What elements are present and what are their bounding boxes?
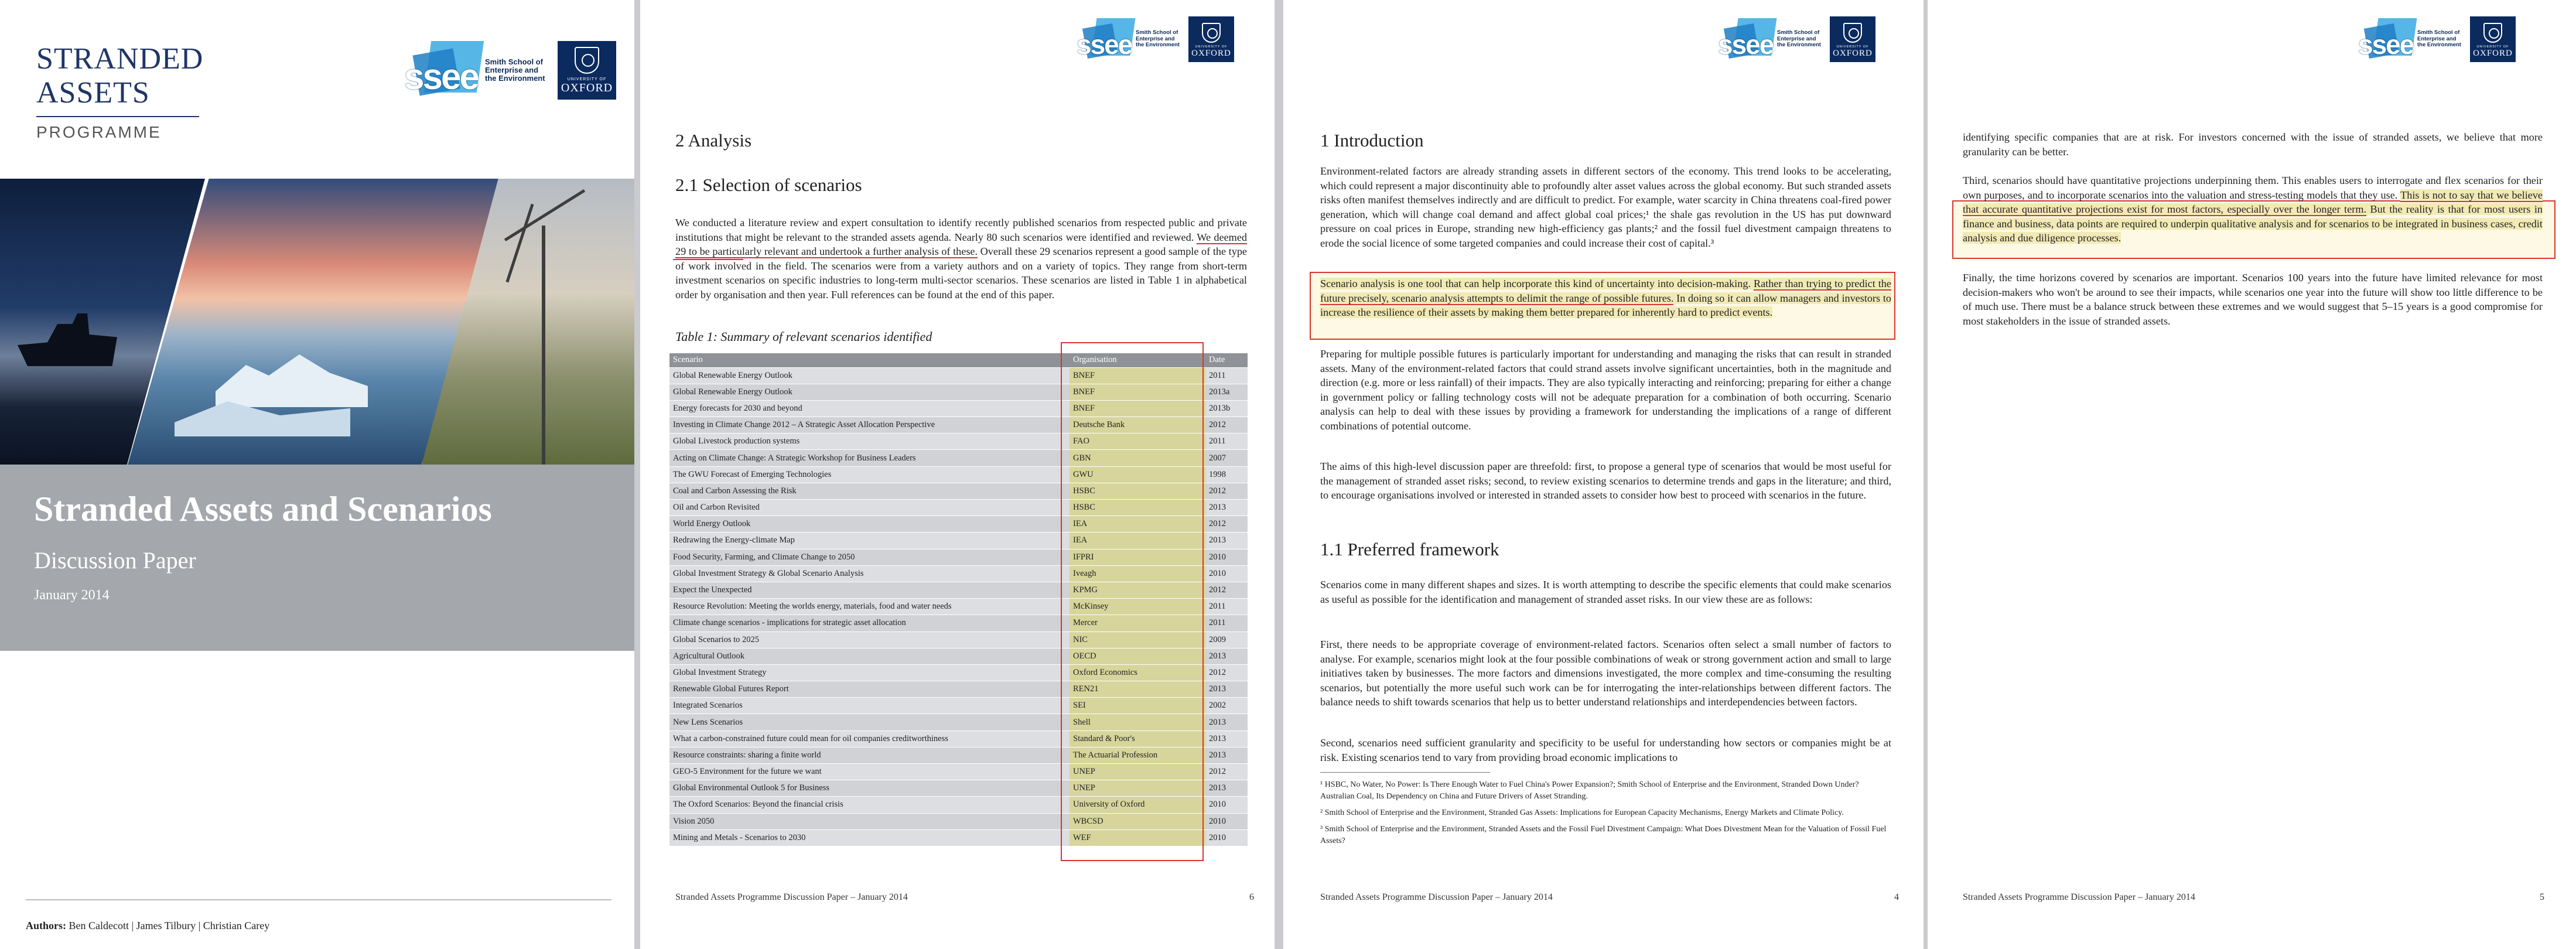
cell-organisation: BNEF: [1070, 400, 1205, 417]
smith-school-name: Smith School of Enterprise and the Environment: [485, 57, 545, 83]
cell-scenario: Vision 2050: [669, 813, 1070, 829]
cell-date: 2007: [1205, 450, 1248, 466]
cell-scenario: Oil and Carbon Revisited: [669, 500, 1070, 516]
cell-date: 2012: [1205, 417, 1248, 433]
intro-paragraph-1: Environment-related factors are already stranding assets in different sectors of the economy. This trend looks to be accelerating, which could represent a major discontinuity able to profoundly alter asset values across the global economy. But such stranded assets risks often manifest themselves indirectly and are difficult to predict. For example, water scarcity in China threatens coal-fired power generation, which will change coal demand and affect global coal prices;¹ the shale gas revolution in the US has put downward pressure on coal prices in Europe, stranding new high-efficiency gas plants;² and the fossil fuel divestment campaign threatens to erode the social licence of some targeted companies and could increase their cost of capital.³: [1320, 165, 1891, 249]
cell-scenario: Energy forecasts for 2030 and beyond: [669, 400, 1070, 417]
cell-scenario: Renewable Global Futures Report: [669, 681, 1070, 698]
framework-paragraph-3: Second, scenarios need sufficient granularity and specificity to be useful for understanding how sectors or companies might be at risk. Existing scenarios tend to vary from providing broad economic implications to: [1320, 737, 1891, 763]
cell-scenario: Redrawing the Energy-climate Map: [669, 532, 1070, 549]
page-footer: Stranded Assets Programme Discussion Paper – January 2014: [1320, 892, 1553, 902]
footnote-1: ¹ HSBC, No Water, No Power: Is There Enough Water to Fuel China's Power Expansion?; Smith School of Enterprise and the Environment, Stranded Down Under? Australian Coal, Its Dependency on China and Future Drivers of Asset Stranding.: [1320, 780, 1859, 801]
framework-paragraph-1: Scenarios come in many different shapes and sizes. It is worth attempting to describe the specific elements that could make scenarios as useful as possible for the identification and management of stranded asset risks. In our view these are as follows:: [1320, 579, 1891, 605]
cell-date: 2013: [1205, 730, 1248, 747]
cell-organisation: Deutsche Bank: [1070, 417, 1205, 433]
cell-scenario: Global Livestock production systems: [669, 433, 1070, 450]
section-heading: 2 Analysis: [675, 130, 752, 151]
cell-organisation: OECD: [1070, 648, 1205, 664]
authors-rule: [26, 899, 611, 900]
cell-date: 2009: [1205, 631, 1248, 648]
cell-organisation: Iveagh: [1070, 565, 1205, 582]
oxford-logo: UNIVERSITY OF OXFORD: [1830, 16, 1875, 62]
cell-organisation: WBCSD: [1070, 813, 1205, 829]
underlined-annotation: We deemed 29 to be particularly relevant and undertook a further analysis of these.: [675, 231, 1247, 258]
header-organisation: Organisation: [1070, 353, 1205, 367]
red-annotation-line: [673, 259, 743, 260]
cell-date: 2013: [1205, 714, 1248, 730]
cell-scenario: The GWU Forecast of Emerging Technologies: [669, 466, 1070, 483]
cell-date: 2010: [1205, 797, 1248, 813]
ssee-oxford-logo: [2358, 16, 2516, 62]
oxford-crest-icon: [1202, 23, 1221, 43]
smith-school-name: Smith School of Enterprise and the Environment: [2417, 29, 2461, 49]
cell-organisation: UNEP: [1070, 780, 1205, 797]
cell-organisation: IFPRI: [1070, 549, 1205, 565]
programme-subtitle: PROGRAMME: [36, 123, 162, 141]
cell-scenario: The Oxford Scenarios: Beyond the financial crisis: [669, 797, 1070, 813]
cell-organisation: BNEF: [1070, 367, 1205, 384]
ssee-oxford-logo: [1718, 16, 1875, 62]
cover-photo-triptych: [0, 179, 634, 465]
cell-scenario: Expect the Unexpected: [669, 582, 1070, 598]
cell-date: 2012: [1205, 664, 1248, 681]
cell-organisation: University of Oxford: [1070, 797, 1205, 813]
oxford-logo: UNIVERSITY OF OXFORD: [1188, 16, 1234, 62]
footnote-2: ² Smith School of Enterprise and the Environment, Stranded Gas Assets: Implications for European Capacity Mechanisms, Energy Markets and Climate Policy.: [1320, 808, 1844, 817]
cell-organisation: KPMG: [1070, 582, 1205, 598]
selection-paragraph: We conducted a literature review and expert consultation to identify recently published scenarios from respected public and private institutions that might be relevant to the stranded assets agenda. Nearly 80 such scenarios were identified and reviewed. We deemed 29 to be particularly relevant and undertook a further analysis of these. Overall these 29 scenarios represent a good sample of the type of work involved in the field. The scenarios were from a variety authors and on a variety of topics. They range from short-term investment scenarios on specific industries to long-term multi-sector scenarios. These scenarios are listed in Table 1 in alphabetical order by organisation and then year. Full references can be found at the end of this paper.: [675, 217, 1247, 301]
page-4: [1283, 0, 1924, 949]
ssee-logo-mark: ssee: [1718, 18, 1774, 60]
footnotes: [1320, 779, 1891, 852]
cell-scenario: Resource constraints: sharing a finite world: [669, 747, 1070, 763]
cell-organisation: HSBC: [1070, 483, 1205, 499]
cell-date: 2002: [1205, 698, 1248, 714]
cell-date: 2013b: [1205, 400, 1248, 417]
ssee-oxford-logo: [404, 41, 616, 100]
cell-organisation: Shell: [1070, 714, 1205, 730]
organisation-column-highlight: [1061, 342, 1204, 861]
ssee-logo-mark: ssee: [2358, 18, 2414, 60]
footnote-3: ³ Smith School of Enterprise and the Environment, Stranded Assets and the Fossil Fuel Divestment Campaign: What Does Divestment Mean for the Valuation of Fossil Fuel Assets?: [1320, 825, 1887, 845]
cell-organisation: WEF: [1070, 829, 1205, 846]
programme-rule: [36, 116, 199, 117]
cell-date: 2013: [1205, 500, 1248, 516]
cell-date: 2011: [1205, 599, 1248, 615]
cell-organisation: The Actuarial Profession: [1070, 747, 1205, 763]
cell-organisation: McKinsey: [1070, 599, 1205, 615]
cell-scenario: Global Renewable Energy Outlook: [669, 367, 1070, 384]
footnote-rule: [1320, 772, 1490, 773]
cell-date: 2013: [1205, 648, 1248, 664]
cell-date: 2010: [1205, 549, 1248, 565]
cell-date: 2012: [1205, 582, 1248, 598]
section-heading: 1 Introduction: [1320, 130, 1424, 151]
smith-school-name: Smith School of Enterprise and the Environment: [1777, 29, 1821, 49]
framework-paragraph-2: First, there needs to be appropriate coverage of environment-related factors. Scenarios often select a small number of factors to analyse. For example, scenarios might look at the four possible combinations of weak or strong government action and small to large initiatives taken by businesses. The more factors and dimensions investigated, the more complex and time-consuming the resulting scenarios, but potentially the more useful such work can be for interrogating the inter-relationships between different factors. The balance needs to shift towards scenarios that help us to better understand relationships and interdependencies between factors.: [1320, 639, 1891, 708]
cell-scenario: Integrated Scenarios: [669, 698, 1070, 714]
cover-date: January 2014: [34, 588, 110, 603]
granularity-paragraph: identifying specific companies that are at risk. For investors concerned with the issue of stranded assets, we believe that more granularity can be better.: [1963, 131, 2543, 158]
cell-organisation: IEA: [1070, 532, 1205, 549]
smith-school-name: Smith School of Enterprise and the Environment: [1136, 29, 1180, 49]
programme-title: STRANDED ASSETS: [36, 42, 204, 110]
cell-date: 2010: [1205, 813, 1248, 829]
cell-scenario: New Lens Scenarios: [669, 714, 1070, 730]
cell-date: 2013: [1205, 681, 1248, 698]
cell-scenario: Coal and Carbon Assessing the Risk: [669, 483, 1070, 499]
cell-scenario: World Energy Outlook: [669, 516, 1070, 532]
cover-title-band: [0, 465, 634, 651]
cell-date: 2013: [1205, 747, 1248, 763]
cell-scenario: Climate change scenarios - implications for strategic asset allocation: [669, 615, 1070, 631]
oxford-crest-icon: [575, 47, 599, 74]
cover-title: Stranded Assets and Scenarios: [34, 490, 492, 528]
page-6: [640, 0, 1275, 949]
oxford-crest-icon: [1843, 23, 1862, 43]
cell-organisation: REN21: [1070, 681, 1205, 698]
cell-organisation: NIC: [1070, 631, 1205, 648]
page-number: 4: [1894, 892, 1899, 902]
cell-scenario: Investing in Climate Change 2012 – A Strategic Asset Allocation Perspective: [669, 417, 1070, 433]
cell-date: 2011: [1205, 433, 1248, 450]
cover-page: [0, 0, 634, 949]
cell-scenario: Global Environmental Outlook 5 for Business: [669, 780, 1070, 797]
cell-date: 2010: [1205, 565, 1248, 582]
cell-scenario: Global Scenarios to 2025: [669, 631, 1070, 648]
cell-scenario: Global Renewable Energy Outlook: [669, 384, 1070, 400]
cell-scenario: Resource Revolution: Meeting the worlds energy, materials, food and water needs: [669, 599, 1070, 615]
cell-organisation: Mercer: [1070, 615, 1205, 631]
page-footer: Stranded Assets Programme Discussion Paper – January 2014: [1963, 892, 2195, 902]
cell-organisation: HSBC: [1070, 500, 1205, 516]
subsection-heading: 2.1 Selection of scenarios: [675, 175, 862, 195]
cell-organisation: BNEF: [1070, 384, 1205, 400]
cell-date: 2013a: [1205, 384, 1248, 400]
intro-paragraph-2: Scenario analysis is one tool that can help incorporate this kind of uncertainty into decision-making. Rather than trying to predict the future precisely, scenario analysis attempts to delimit the range of possible futures. In doing so it can allow managers and investors to increase the resilience of their assets by making them better prepared for inherently hard to predict events.: [1320, 278, 1891, 319]
cell-scenario: Global Investment Strategy: [669, 664, 1070, 681]
oxford-logo: UNIVERSITY OF OXFORD: [2470, 16, 2516, 62]
underlined-annotation: Rather than trying to predict the future precisely, scenario analysis attempts to delimit the range of possible futures.: [1320, 278, 1891, 304]
ssee-logo-mark: ssee: [1077, 18, 1132, 60]
oxford-crest-icon: [2483, 23, 2502, 43]
page-number: 6: [1249, 892, 1254, 902]
cell-date: 2011: [1205, 367, 1248, 384]
cell-organisation: FAO: [1070, 433, 1205, 450]
cell-scenario: Agricultural Outlook: [669, 648, 1070, 664]
intro-paragraph-4: The aims of this high-level discussion paper are threefold: first, to propose a general type of scenarios that would be most useful for the management of stranded asset risks; second, to review existing scenarios to determine trends and gaps in the literature; and third, to encourage organisations involved or interested in stranded assets to consider how best to proceed with scenarios in the future.: [1320, 460, 1891, 501]
time-horizon-paragraph: Finally, the time horizons covered by scenarios are important. Scenarios 100 years into the future have limited relevance for most decision-makers who won't be around to see their impacts, while scenarios one year into the future will show too little difference to be of much use. There must be a balance struck between these extremes and we would suggest that 5–15 years is a good compromise for most stakeholders in the issue of stranded assets.: [1963, 272, 2543, 327]
cell-organisation: SEI: [1070, 698, 1205, 714]
ssee-logo-mark: ssee: [404, 41, 480, 100]
authors-line: Authors: Ben Caldecott | James Tilbury | Christian Carey: [26, 920, 270, 931]
intro-paragraph-3: Preparing for multiple possible futures is particularly important for understanding and managing the risks that can result in stranded assets. Many of the environment-related factors that could strand assets involve significant uncertainties, both in the magnitude and direction (e.g. more or less rainfall) of their impacts. They are also typically interacting and reinforcing; preparing for either a change in government policy or falling technology costs will not be adequate preparation for a combination of both occurring. Scenario analysis can help to deal with these issues by providing a framework for understanding the implications of a range of different combinations of potential outcome.: [1320, 348, 1891, 432]
cell-organisation: IEA: [1070, 516, 1205, 532]
cell-date: 2011: [1205, 615, 1248, 631]
cell-scenario: Acting on Climate Change: A Strategic Workshop for Business Leaders: [669, 450, 1070, 466]
cell-organisation: UNEP: [1070, 764, 1205, 780]
page-5: [1928, 0, 2576, 949]
cell-date: 2012: [1205, 483, 1248, 499]
cell-date: 2012: [1205, 516, 1248, 532]
cell-scenario: What a carbon-constrained future could mean for oil companies creditworthiness: [669, 730, 1070, 747]
cell-date: 2012: [1205, 764, 1248, 780]
cell-date: 2013: [1205, 532, 1248, 549]
cover-subtitle: Discussion Paper: [34, 547, 196, 574]
header-scenario: Scenario: [669, 353, 1070, 367]
cell-scenario: Mining and Metals - Scenarios to 2030: [669, 829, 1070, 846]
cell-date: 2013: [1205, 780, 1248, 797]
cell-organisation: Standard & Poor's: [1070, 730, 1205, 747]
oxford-logo: UNIVERSITY OF OXFORD: [558, 41, 616, 100]
quantitative-paragraph: Third, scenarios should have quantitative projections underpinning them. This enables users to interrogate and flex scenarios for their own purposes, and to incorporate scenarios into the valuation and stress-testing models that they use. This is not to say that we believe that accurate quantitative projections exist for most factors, especially over the longer term. But the reality is that for most users in finance and business, data points are required to underpin qualitative analysis and for scenarios to be integrated in business cases, credit analysis and due diligence processes.: [1963, 175, 2543, 244]
page-number: 5: [2540, 892, 2544, 902]
cell-organisation: Oxford Economics: [1070, 664, 1205, 681]
cell-scenario: Global Investment Strategy & Global Scenario Analysis: [669, 565, 1070, 582]
ssee-oxford-logo: [1077, 16, 1234, 62]
header-date: Date: [1205, 353, 1248, 367]
subsection-heading: 1.1 Preferred framework: [1320, 539, 1499, 559]
table-caption: Table 1: Summary of relevant scenarios identified: [675, 329, 932, 344]
cell-date: 2010: [1205, 829, 1248, 846]
cell-date: 1998: [1205, 466, 1248, 483]
page-footer: Stranded Assets Programme Discussion Paper – January 2014: [675, 892, 908, 902]
cell-scenario: GEO-5 Environment for the future we want: [669, 764, 1070, 780]
cell-organisation: GBN: [1070, 450, 1205, 466]
cell-organisation: GWU: [1070, 466, 1205, 483]
cell-scenario: Food Security, Farming, and Climate Change to 2050: [669, 549, 1070, 565]
underlined-annotation: This is not to say that we believe that accurate quantitative projections exist for most factors, especially over the longer term.: [1963, 189, 2543, 216]
